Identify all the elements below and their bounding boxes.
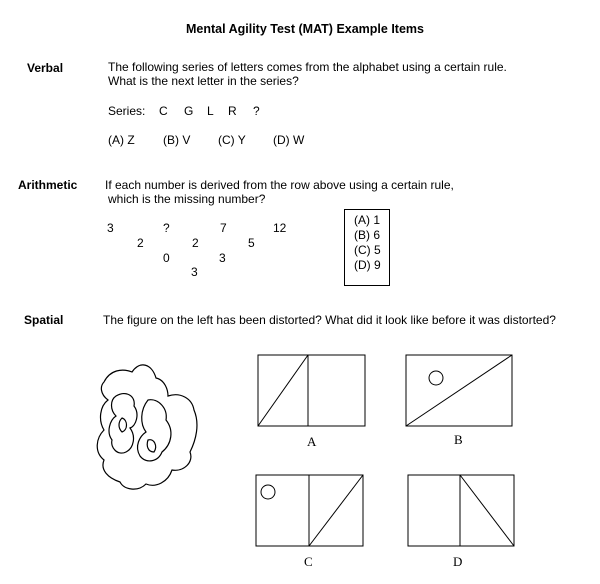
distorted-figure — [97, 365, 197, 489]
number-cell: 12 — [273, 221, 287, 235]
spatial-question: The figure on the left has been distorted? What did it look like before it was distorted? — [103, 313, 556, 327]
series-letter: G — [184, 104, 194, 118]
verbal-question-line1: The following series of letters comes from the alphabet using a certain rule. — [108, 60, 507, 74]
number-cell: 2 — [137, 236, 144, 250]
arithmetic-option-b: (B) 6 — [354, 228, 381, 242]
series-label: Series: — [108, 104, 146, 118]
series-letter: ? — [253, 104, 260, 118]
arithmetic-question-line1: If each number is derived from the row above using a certain rule, — [105, 178, 454, 192]
number-cell: 5 — [248, 236, 255, 250]
series-letter: C — [159, 104, 168, 118]
arithmetic-option-a: (A) 1 — [354, 213, 381, 227]
spatial-option-c-figure — [256, 475, 363, 546]
verbal-heading: Verbal — [27, 61, 64, 75]
arithmetic-heading: Arithmetic — [18, 178, 78, 192]
number-cell: 7 — [220, 221, 227, 235]
arithmetic-option-d: (D) 9 — [354, 258, 381, 272]
verbal-option-d: (D) W — [273, 133, 305, 147]
arithmetic-option-c: (C) 5 — [354, 243, 381, 257]
spatial-option-c-label: C — [304, 554, 313, 569]
verbal-option-b: (B) V — [163, 133, 191, 147]
verbal-option-c: (C) Y — [218, 133, 246, 147]
spatial-option-d-label: D — [453, 554, 463, 569]
number-cell: 3 — [107, 221, 114, 235]
number-cell: 3 — [219, 251, 226, 265]
spatial-option-b-figure — [406, 355, 512, 426]
spatial-option-a-figure — [258, 355, 365, 426]
spatial-option-d-figure — [408, 475, 514, 546]
missing-number-cell: ? — [163, 221, 170, 235]
spatial-option-b-label: B — [454, 432, 463, 447]
series-letter: L — [207, 104, 214, 118]
spatial-option-a-label: A — [307, 434, 317, 449]
number-cell: 0 — [163, 251, 170, 265]
number-cell: 2 — [192, 236, 199, 250]
series-letter: R — [228, 104, 237, 118]
verbal-option-a: (A) Z — [108, 133, 135, 147]
spatial-heading: Spatial — [24, 313, 64, 327]
arithmetic-question-line2: which is the missing number? — [108, 192, 266, 206]
number-cell: 3 — [191, 265, 198, 279]
page-title: Mental Agility Test (MAT) Example Items — [185, 22, 424, 36]
verbal-question-line2: What is the next letter in the series? — [108, 74, 299, 88]
